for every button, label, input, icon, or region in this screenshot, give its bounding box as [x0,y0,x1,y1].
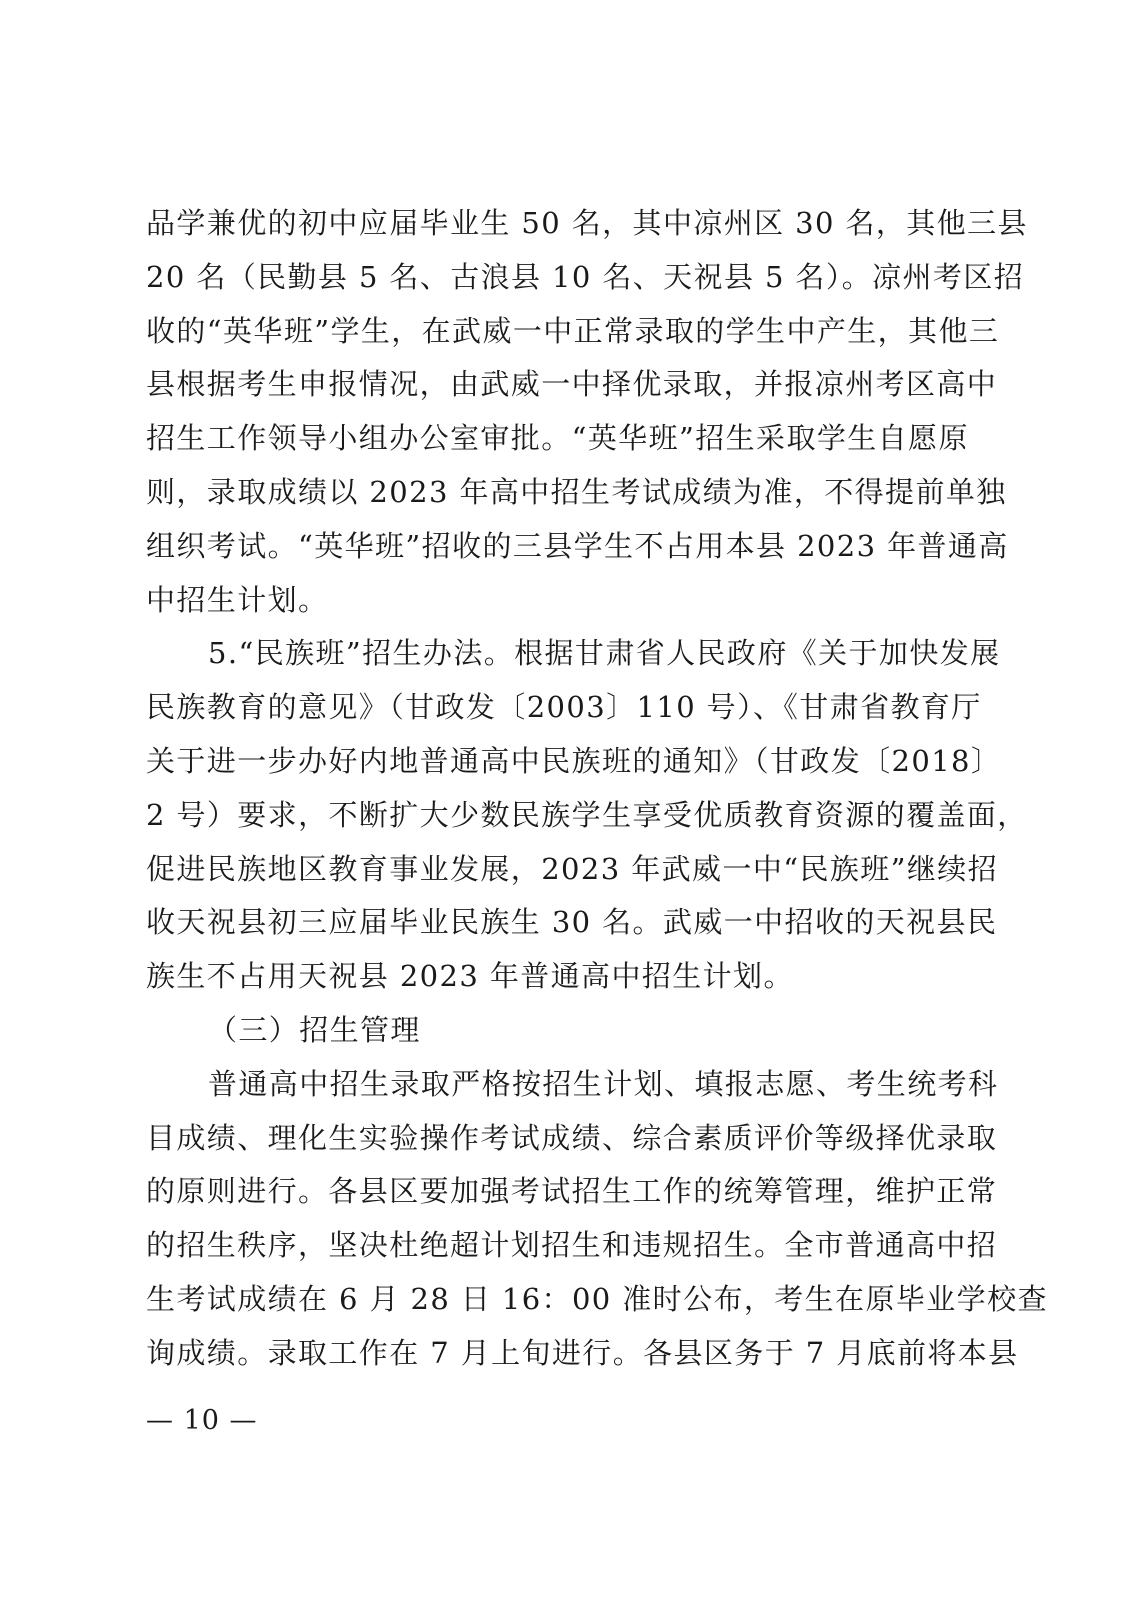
paragraph-line: 招生工作领导小组办公室审批。“英华班”招生采取学生自愿原 [146,421,969,456]
paragraph-line: 民族教育的意见》（甘政发〔2003〕110 号）、《甘肃省教育厅 [146,690,982,725]
paragraph-line: 收的“英华班”学生，在武威一中正常录取的学生中产生，其他三 [146,313,1000,348]
section-heading: （三）招生管理 [208,1012,421,1047]
paragraph-line: 品学兼优的初中应届毕业生 50 名，其中凉州区 30 名，其他三县 [146,206,1028,240]
paragraph-line: 询成绩。录取工作在 7 月上旬进行。各县区务于 7 月底前将本县 [146,1335,1019,1370]
paragraph-line: 的原则进行。各县区要加强考试招生工作的统筹管理，维护正常 [146,1174,998,1209]
paragraph-line: 则，录取成绩以 2023 年高中招生考试成绩为准，不得提前单独 [146,474,1007,509]
paragraph-line: 目成绩、理化生实验操作考试成绩、综合素质评价等级择优录取 [146,1120,998,1155]
paragraph-line: 的招生秩序，坚决杜绝超计划招生和违规招生。全市普通高中招 [146,1228,998,1263]
paragraph-line: 2 号）要求，不断扩大少数民族学生享受优质教育资源的覆盖面， [146,797,1028,832]
paragraph-line: 促进民族地区教育事业发展，2023 年武威一中“民族班”继续招 [146,851,999,886]
paragraph-line: 关于进一步办好内地普通高中民族班的通知》（甘政发〔2018〕 [146,743,1002,778]
paragraph-line: 普通高中招生录取严格按招生计划、填报志愿、考生统考科 [208,1066,999,1101]
paragraph-line: 收天祝县初三应届毕业民族生 30 名。武威一中招收的天祝县民 [146,905,998,940]
paragraph-line: 县根据考生申报情况，由武威一中择优录取，并报凉州考区高中 [146,367,998,402]
paragraph-line: 20 名（民勤县 5 名、古浪县 10 名、天祝县 5 名）。凉州考区招 [146,259,1025,294]
paragraph-line: 5.“民族班”招生办法。根据甘肃省人民政府《关于加快发展 [208,636,1001,671]
paragraph-line: 族生不占用天祝县 2023 年普通高中招生计划。 [146,959,794,994]
body-text [146,203,1048,1387]
paragraph-line: 中招生计划。 [146,582,329,617]
page-number: — 10 — [146,1405,258,1436]
paragraph-line: 组织考试。“英华班”招收的三县学生不占用本县 2023 年普通高 [146,528,1009,563]
paragraph-line: 生考试成绩在 6 月 28 日 16：00 准时公布，考生在原毕业学校查 [146,1281,1048,1316]
